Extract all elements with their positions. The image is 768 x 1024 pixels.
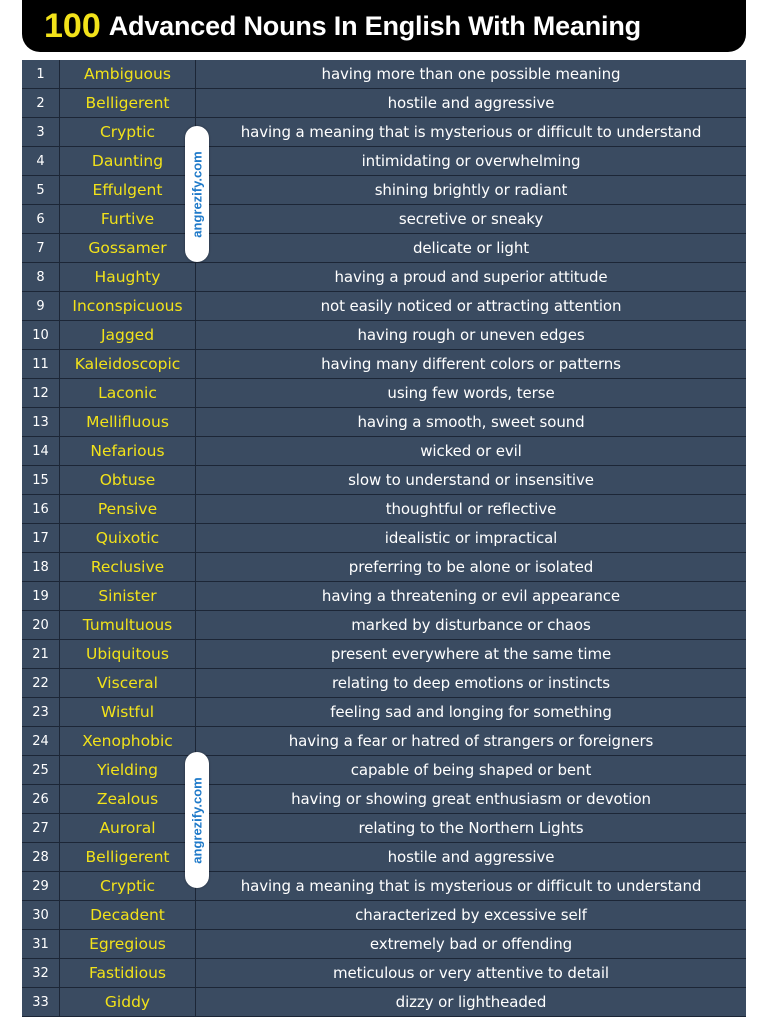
table-row: [22, 727, 746, 756]
noun-meaning: capable of being shaped or bent: [350, 761, 592, 779]
table-row: [22, 321, 746, 350]
noun-word: Nefarious: [60, 437, 196, 465]
noun-word: Inconspicuous: [60, 292, 196, 320]
noun-meaning: thoughtful or reflective: [385, 500, 557, 518]
noun-meaning: wicked or evil: [420, 442, 522, 460]
noun-word: Fastidious: [60, 959, 196, 987]
table-row: [22, 292, 746, 321]
table-row: [22, 263, 746, 292]
noun-meaning: using few words, terse: [387, 384, 555, 402]
table-row: [22, 901, 746, 930]
noun-meaning: marked by disturbance or chaos: [351, 616, 591, 634]
row-number: 11: [22, 350, 60, 378]
table-row: [22, 785, 746, 814]
row-number: 2: [22, 89, 60, 117]
noun-word: Gossamer: [60, 234, 196, 262]
noun-meaning: intimidating or overwhelming: [361, 152, 581, 170]
row-number: 15: [22, 466, 60, 494]
table-row: [22, 988, 746, 1017]
noun-word: Effulgent: [60, 176, 196, 204]
noun-word: Giddy: [60, 988, 196, 1016]
row-number: 28: [22, 843, 60, 871]
noun-meaning: relating to the Northern Lights: [358, 819, 584, 837]
table-row: [22, 669, 746, 698]
row-number: 24: [22, 727, 60, 755]
title-bar: [22, 0, 746, 52]
row-number: 23: [22, 698, 60, 726]
row-number: 27: [22, 814, 60, 842]
table-row: [22, 698, 746, 727]
row-number: 18: [22, 553, 60, 581]
table-row: [22, 872, 746, 901]
noun-word: Cryptic: [60, 118, 196, 146]
noun-word: Daunting: [60, 147, 196, 175]
row-number: 10: [22, 321, 60, 349]
watermark-text: angrezify.com: [189, 150, 205, 238]
noun-meaning: having a meaning that is mysterious or difficult to understand: [240, 877, 702, 895]
noun-meaning: having a proud and superior attitude: [334, 268, 608, 286]
watermark-top: [185, 126, 209, 262]
noun-word: Mellifluous: [60, 408, 196, 436]
table-row: [22, 814, 746, 843]
row-number: 22: [22, 669, 60, 697]
noun-word: Yielding: [60, 756, 196, 784]
row-number: 13: [22, 408, 60, 436]
row-number: 1: [22, 60, 60, 88]
watermark-bottom: [185, 752, 209, 888]
table-row: [22, 495, 746, 524]
table-row: [22, 582, 746, 611]
noun-meaning: hostile and aggressive: [387, 94, 555, 112]
noun-meaning: having a smooth, sweet sound: [357, 413, 585, 431]
table-row: [22, 437, 746, 466]
noun-word: Zealous: [60, 785, 196, 813]
row-number: 7: [22, 234, 60, 262]
table-row: [22, 524, 746, 553]
noun-word: Kaleidoscopic: [60, 350, 196, 378]
row-number: 20: [22, 611, 60, 639]
page-title: Advanced Nouns In English With Meaning: [108, 10, 641, 41]
row-number: 16: [22, 495, 60, 523]
noun-word: Auroral: [60, 814, 196, 842]
noun-word: Haughty: [60, 263, 196, 291]
noun-word: Belligerent: [60, 843, 196, 871]
row-number: 25: [22, 756, 60, 784]
noun-word: Jagged: [60, 321, 196, 349]
row-number: 17: [22, 524, 60, 552]
table-row: [22, 379, 746, 408]
noun-meaning: not easily noticed or attracting attention: [320, 297, 622, 315]
noun-meaning: characterized by excessive self: [355, 906, 587, 924]
noun-word: Pensive: [60, 495, 196, 523]
table-row: [22, 89, 746, 118]
row-number: 3: [22, 118, 60, 146]
row-number: 33: [22, 988, 60, 1016]
noun-word: Furtive: [60, 205, 196, 233]
noun-meaning: slow to understand or insensitive: [348, 471, 594, 489]
noun-word: Egregious: [60, 930, 196, 958]
noun-word: Visceral: [60, 669, 196, 697]
noun-word: Laconic: [60, 379, 196, 407]
row-number: 12: [22, 379, 60, 407]
row-number: 9: [22, 292, 60, 320]
noun-word: Belligerent: [60, 89, 196, 117]
table-row: [22, 930, 746, 959]
noun-word: Decadent: [60, 901, 196, 929]
noun-meaning: shining brightly or radiant: [374, 181, 568, 199]
noun-word: Wistful: [60, 698, 196, 726]
noun-word: Ambiguous: [60, 60, 196, 88]
noun-meaning: preferring to be alone or isolated: [348, 558, 594, 576]
table-row: [22, 234, 746, 263]
row-number: 14: [22, 437, 60, 465]
table-row: [22, 408, 746, 437]
row-number: 19: [22, 582, 60, 610]
noun-meaning: delicate or light: [412, 239, 530, 257]
noun-meaning: having a fear or hatred of strangers or foreigners: [288, 732, 654, 750]
table-row: [22, 176, 746, 205]
row-number: 26: [22, 785, 60, 813]
noun-meaning: meticulous or very attentive to detail: [333, 964, 609, 982]
noun-word: Tumultuous: [60, 611, 196, 639]
noun-word: Quixotic: [60, 524, 196, 552]
table-row: [22, 959, 746, 988]
noun-meaning: idealistic or impractical: [384, 529, 558, 547]
table-row: [22, 553, 746, 582]
noun-word: Obtuse: [60, 466, 196, 494]
table-row: [22, 640, 746, 669]
row-number: 21: [22, 640, 60, 668]
noun-meaning: present everywhere at the same time: [330, 645, 612, 663]
noun-word: Reclusive: [60, 553, 196, 581]
noun-meaning: having a threatening or evil appearance: [321, 587, 621, 605]
table-row: [22, 350, 746, 379]
table-row: [22, 147, 746, 176]
row-number: 6: [22, 205, 60, 233]
noun-word: Ubiquitous: [60, 640, 196, 668]
noun-meaning: feeling sad and longing for something: [330, 703, 612, 721]
noun-meaning: dizzy or lightheaded: [395, 993, 547, 1011]
row-number: 29: [22, 872, 60, 900]
noun-table: [22, 60, 746, 1017]
watermark-text: angrezify.com: [189, 776, 205, 864]
table-row: [22, 205, 746, 234]
row-number: 8: [22, 263, 60, 291]
noun-meaning: extremely bad or offending: [369, 935, 573, 953]
row-number: 30: [22, 901, 60, 929]
noun-meaning: relating to deep emotions or instincts: [332, 674, 610, 692]
noun-word: Xenophobic: [60, 727, 196, 755]
table-row: [22, 843, 746, 872]
noun-meaning: having more than one possible meaning: [321, 65, 621, 83]
noun-meaning: having a meaning that is mysterious or difficult to understand: [240, 123, 702, 141]
noun-meaning: hostile and aggressive: [387, 848, 555, 866]
noun-word: Sinister: [60, 582, 196, 610]
table-row: [22, 756, 746, 785]
noun-meaning: secretive or sneaky: [398, 210, 544, 228]
table-row: [22, 611, 746, 640]
table-row: [22, 60, 746, 89]
title-number: 100: [44, 6, 101, 45]
row-number: 4: [22, 147, 60, 175]
row-number: 5: [22, 176, 60, 204]
row-number: 31: [22, 930, 60, 958]
noun-meaning: having many different colors or patterns: [321, 355, 621, 373]
noun-meaning: having rough or uneven edges: [357, 326, 585, 344]
noun-meaning: having or showing great enthusiasm or devotion: [291, 790, 651, 808]
table-row: [22, 118, 746, 147]
row-number: 32: [22, 959, 60, 987]
table-row: [22, 466, 746, 495]
noun-word: Cryptic: [60, 872, 196, 900]
